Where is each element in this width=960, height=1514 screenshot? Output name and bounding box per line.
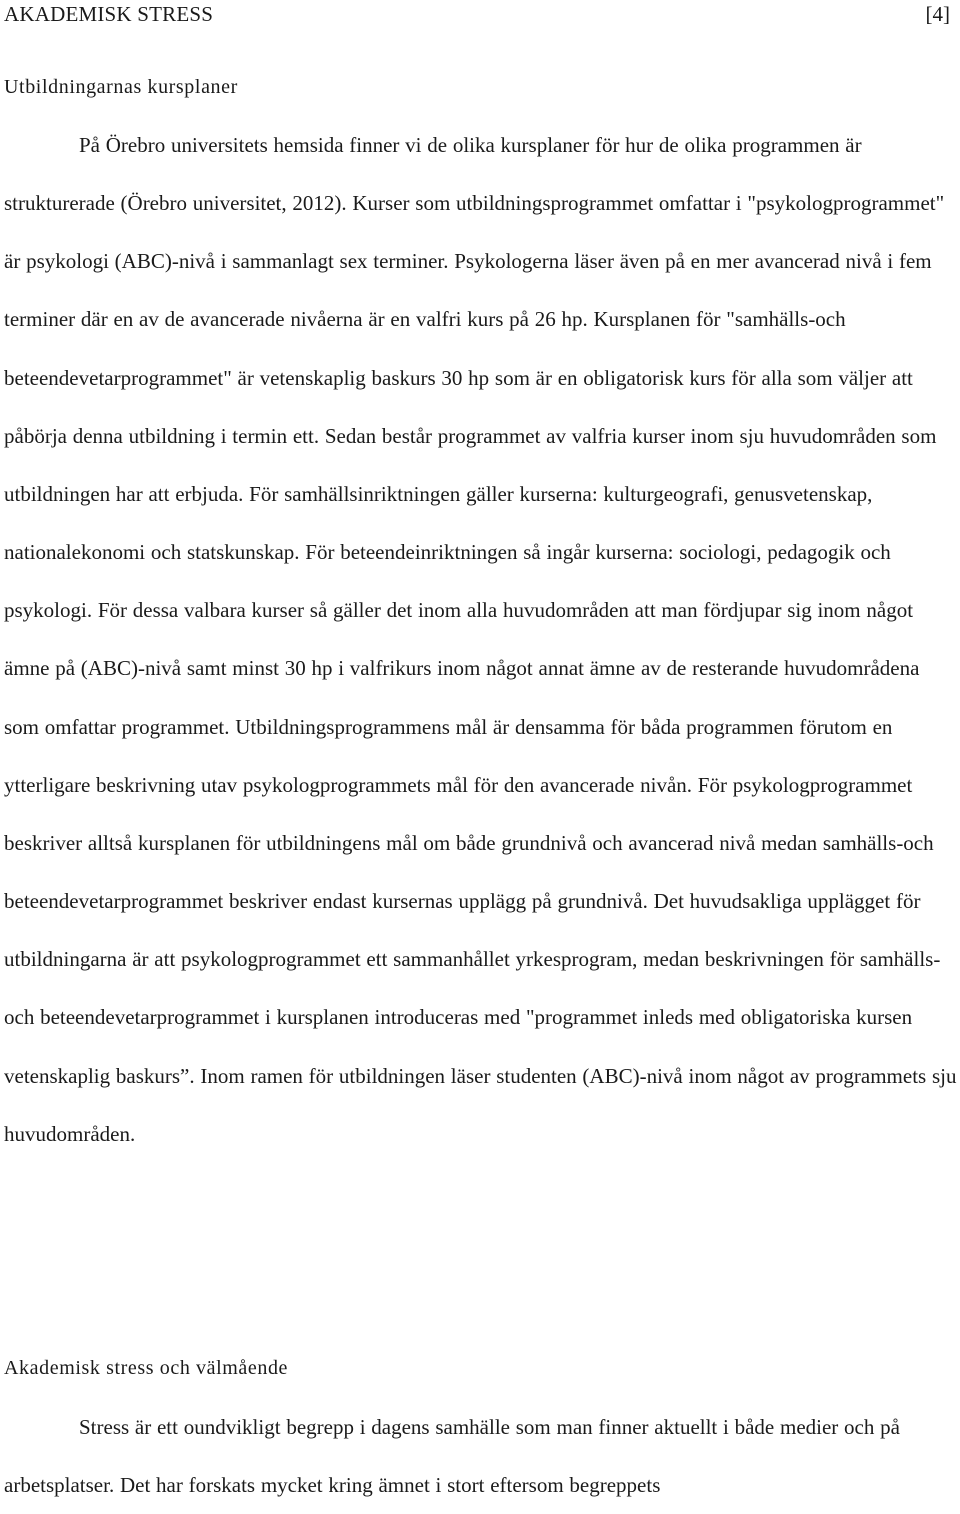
running-header [4,0,950,28]
section-heading-stress: Akademisk stress och välmående [4,1357,289,1379]
body-paragraph-kursplaner: På Örebro universitets hemsida finner vi de olika kursplaner för hur de olika programmen är strukturerade (Örebro universitet, 2012). Kurser som utbildningsprogrammet omfattar i "psykologprogrammet" är psykologi (ABC)-nivå i sammanlagt sex terminer. Psykologerna läser även på en mer avancerad nivå i fem terminer där en av de avancerade nivåerna är en valfri kurs på 26 hp. Kursplanen för "samhälls-och beteendevetarprogrammet" är vetenskaplig baskurs 30 hp som är en obligatorisk kurs för alla som väljer att påbörja denna utbildning i termin ett. Sedan består programmet av valfria kurser inom sju huvudområden som utbildningen har att erbjuda. För samhällsinriktningen gäller kurserna: kulturgeografi, genusvetenskap, nationalekonomi och statskunskap. För beteendeinriktningen så ingår kurserna: sociologi, pedagogik och psykologi. För dessa valbara kurser så gäller det inom alla huvudområden att man fördjupar sig inom något ämne på (ABC)-nivå samt minst 30 hp i valfrikurs inom något annat ämne av de resterande huvudområdena som omfattar programmet. Utbildningsprogrammens mål är densamma för båda programmen förutom en ytterligare beskrivning utav psykologprogrammets mål för den avancerade nivån. För psykologprogrammet beskriver alltså kursplanen för utbildningens mål om både grundnivå och avancerad nivå medan samhälls-och beteendevetarprogrammet beskriver endast kursernas upplägg på grundnivå. Det huvudsakliga upplägget för utbildningarna är att psykologprogrammet ett sammanhållet yrkesprogram, medan beskrivningen för samhälls-och beteendevetarprogrammet i kursplanen introduceras med "programmet inleds med obligatoriska kursen vetenskaplig baskurs”. Inom ramen för utbildningen läser studenten (ABC)-nivå inom något av programmets sju huvudområden. [4,133,957,1146]
header-title: AKADEMISK STRESS [4,2,214,26]
page-number: [4] [925,2,950,26]
body-paragraph-stress: Stress är ett oundvikligt begrepp i dagens samhälle som man finner aktuellt i både medier och på arbetsplatser. Det har forskats mycket kring ämnet i stort eftersom begreppets [4,1415,900,1498]
section-heading-kursplaner: Utbildningarnas kursplaner [4,76,238,98]
